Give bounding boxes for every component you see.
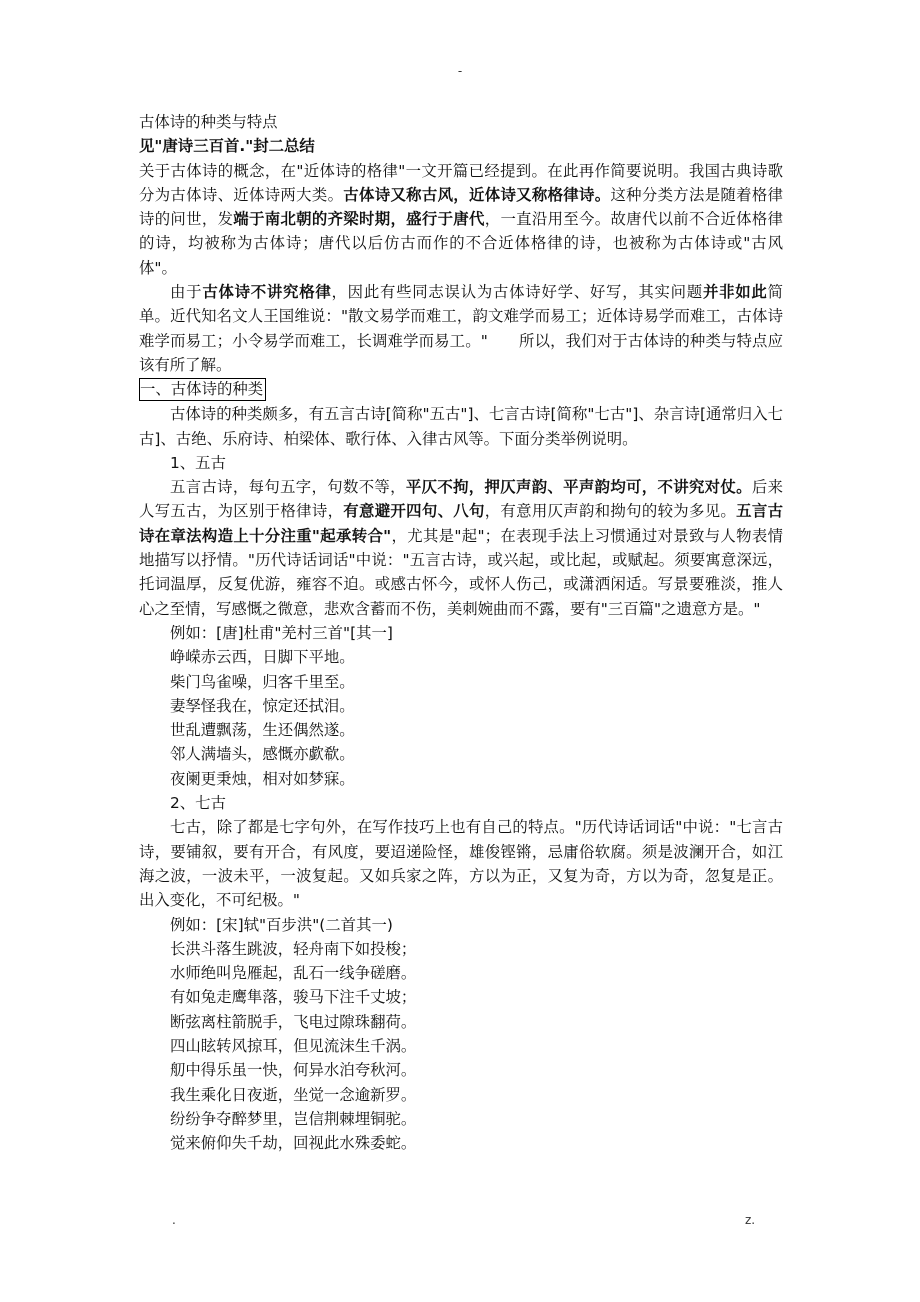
footer-right-mark: z. xyxy=(745,1213,756,1227)
example-2-label: 例如：[宋]轼"百步洪"(二首其一) xyxy=(170,915,393,934)
para2-run-0: 由于 xyxy=(170,283,203,302)
wugu_text-run-4: ，有意用仄声韵和拗句的较为多见。 xyxy=(484,502,737,521)
poem-line: 断弦离柱箭脱手，飞电过隙珠翻荷。 xyxy=(170,1012,417,1031)
wugu_text-run-6: ，尤其是"起"；在表现手法上习惯通过对景致与人物表情地描写以抒情。"历代诗话词话"中说："五言古诗，或兴起，或比起，或赋起。须要寓意深远，托词温厚，反复优游，雍容不迫。或感古怀今，或怀人伤己，或潇洒闲适。写景要雅淡，推人心之至情，写感慨之微意，悲欢含蓄而不伤，美刺婉曲而不露，要有"三百篇"之遗意方是。" xyxy=(139,526,783,618)
poem-line: 邻人满墙头，感慨亦歔欷。 xyxy=(170,745,355,764)
wugu_text-run-0: 五言古诗，每句五字，句数不等， xyxy=(170,478,406,497)
subheading-wugu: 1、五古 xyxy=(170,453,226,472)
poem-line: 我生乘化日夜逝，坐觉一念逾新罗。 xyxy=(170,1085,417,1104)
document-body xyxy=(139,110,783,1155)
intro-run-0: 关于古体诗的概念，在"近体诗的格律"一文开篇已经提到。在此再作简要说明。我国古典诗歌分为古体诗、近体诗两大类。 xyxy=(139,161,783,204)
para2-run-4: 简单。近代知名文人王国维说："散文易学而难工，韵文难学而易工；近体诗易学而难工，古体诗难学而易工；小令易学而难工，长调难学而易工。" 所以，我们对于古体诗的种类与特点应该有所了解。 xyxy=(139,283,783,374)
intro-run-2: 这种分类方法是随着格律诗的问世，发 xyxy=(139,185,783,229)
example-1-label: 例如：[唐]杜甫"羌村三首"[其一] xyxy=(170,623,393,642)
poem-1 xyxy=(139,645,783,791)
poem-line: 长洪斗落生跳波，轻舟南下如投梭； xyxy=(170,939,417,958)
poem-line: 柴门鸟雀噪，归客千里至。 xyxy=(170,672,355,691)
wugu-paragraph xyxy=(139,475,783,621)
poem-line: 有如兔走鹰隼落，骏马下注千丈坡； xyxy=(170,988,417,1007)
intro-run-4: ，一直沿用至今。故唐代以前不合近体格律的诗，均被称为古体诗；唐代以后仿古而作的不合近体格律的诗，也被称为古体诗或"古风体"。 xyxy=(139,210,783,277)
page-header-mark: - xyxy=(457,64,463,78)
qigu-paragraph: 七古，除了都是七字句外，在写作技巧上也有自己的特点。"历代诗话词话"中说："七言古诗，要铺叙，要有开合，有风度，要迢递险怪，雄俊铿锵，忌庸俗软腐。须是波澜开合，如江海之波，一波未平，一波复起。又如兵家之阵，方以为正，又复为奇，方以为奇，忽复是正。出入变化，不可纪极。" xyxy=(139,818,783,910)
poem-line: 妻孥怪我在，惊定还拭泪。 xyxy=(170,696,355,715)
poem-line: 世乱遭飘荡，生还偶然遂。 xyxy=(170,721,355,740)
document-source: 见"唐诗三百首."封二总结 xyxy=(139,137,315,156)
footer-left-mark: . xyxy=(172,1213,176,1227)
section-1-text: 古体诗的种类颇多，有五言古诗[简称"五古"]、七言古诗[简称"七古"]、杂言诗[通常归入七古]、古绝、乐府诗、柏梁体、歌行体、入律古风等。下面分类举例说明。 xyxy=(139,405,783,448)
poem-line: 觉来俯仰失千劫，回视此水殊委蛇。 xyxy=(170,1134,417,1153)
subheading-qigu: 2、七古 xyxy=(170,794,226,813)
para2-run-3: 并非如此 xyxy=(702,283,768,302)
poem-line: 夜阑更秉烛，相对如梦寐。 xyxy=(170,769,355,788)
wugu_text-run-3: 有意避开四句、八句 xyxy=(343,502,485,521)
paragraph-2 xyxy=(139,280,783,377)
poem-line: 纷纷争夺醉梦里，岂信荆棘埋铜驼。 xyxy=(170,1109,417,1128)
wugu_text-run-2: 后来人写五古，为区别于格律诗， xyxy=(139,478,783,521)
poem-line: 四山眩转风掠耳，但见流沫生千涡。 xyxy=(170,1036,417,1055)
poem-line: 水师绝叫凫雁起，乱石一线争磋磨。 xyxy=(170,964,417,983)
intro-run-3: 端于南北朝的齐梁时期，盛行于唐代 xyxy=(233,210,485,229)
poem-line: 舠中得乐虽一快，何异水泊夸秋河。 xyxy=(170,1061,417,1080)
section-heading-box-wrap xyxy=(139,377,783,402)
wugu_text-run-5: 五言古诗在章法构造上十分注重"起承转合" xyxy=(139,502,783,545)
para2-run-1: 古体诗不讲究格律 xyxy=(202,283,332,302)
poem-2 xyxy=(139,937,783,1156)
intro-run-1: 古体诗又称古风，近体诗又称格律诗。 xyxy=(343,185,611,204)
intro-paragraph xyxy=(139,159,783,280)
para2-run-2: ，因此有些同志误认为古体诗好学、好写，其实问题 xyxy=(331,283,703,302)
section-heading: 一、古体诗的种类 xyxy=(139,378,266,401)
poem-line: 峥嵘赤云西，日脚下平地。 xyxy=(170,648,355,667)
document-title: 古体诗的种类与特点 xyxy=(139,113,278,131)
wugu_text-run-1: 平仄不拘，押仄声韵、平声韵均可，不讲究对仗。 xyxy=(405,478,752,497)
